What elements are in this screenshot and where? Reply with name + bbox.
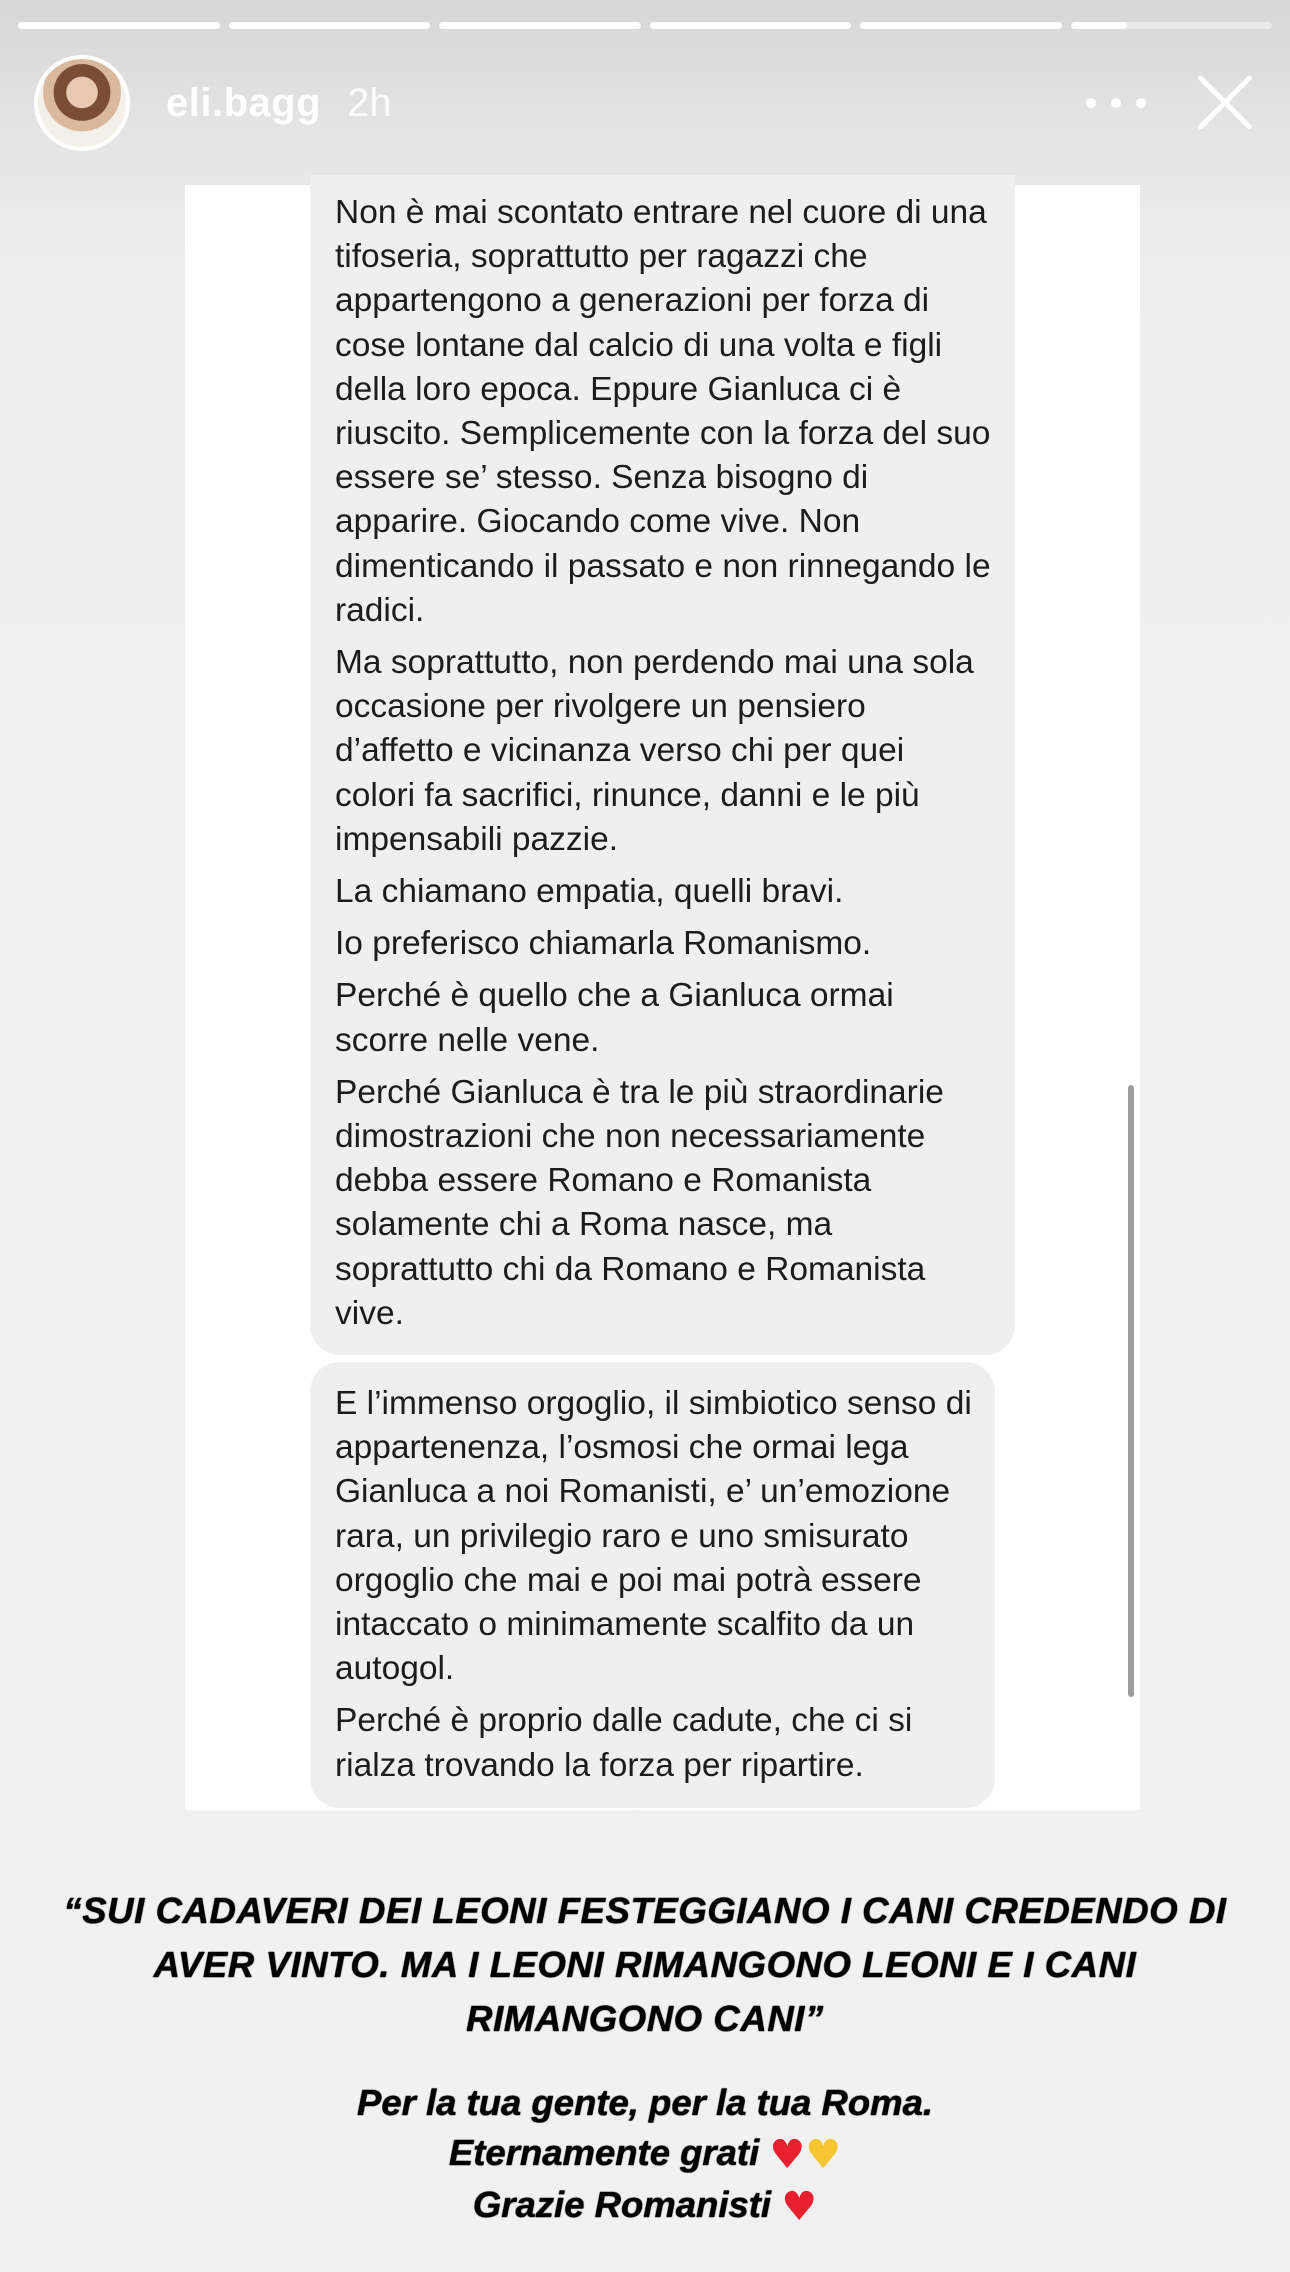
message-paragraph: Io preferisco chiamarla Romanismo. [335,925,872,963]
more-options-icon[interactable] [1086,83,1146,123]
progress-segment-1 [18,22,220,29]
story-header [34,55,1256,151]
progress-segment-2 [229,22,431,29]
message-paragraph: Non è mai scontato entrare nel cuore di una tifoseria, soprattutto per ragazzi che appartengono a generazioni per forza di cose lontane dal calcio di una volta e figli della loro epoca. Eppure Gianluca ci è riuscito. Semplicemente con la forza del suo essere se’ stesso. Senza bisogno di apparire. Giocando come vive. Non dimenticando il passato e non rinnegando le radici. [335,194,991,629]
message-paragraph: E l’immenso orgoglio, il simbiotico senso di appartenenza, l’osmosi che ormai lega Gianluca a noi Romanisti, e’ un’emozione rara, un privilegio raro e uno smisurato orgoglio che mai e poi mai potrà essere intaccato o minimamente scalfito da un autogol. [335,1385,972,1688]
progress-segment-3 [439,22,641,29]
red-heart-icon: ♥ [769,2132,806,2178]
progress-fill [439,22,641,29]
username[interactable]: eli.bagg [166,80,322,125]
message-bubble-2 [310,1362,995,1808]
post-time: 2h [347,80,392,125]
message-paragraph: Ma soprattutto, non perdendo mai una sola occasione per rivolgere un pensiero d’affetto e vicinanza verso chi per quei colori fa sacrifici, rinunce, danni e le più impensabili pazzie. [335,644,974,858]
caption-line-1: Per la tua gente, per la tua Roma. [356,2082,934,2123]
progress-fill [18,22,220,29]
progress-fill [229,22,431,29]
caption-quote: “SUI CADAVERI DEI LEONI FESTEGGIANO I CANI CREDENDO DI AVER VINTO. MA I LEONI RIMANGONO LEONI E I CANI RIMANGONO CANI” [63,1890,1227,2039]
caption-line-2-wrap [0,2128,1290,2180]
message-screenshot [185,185,1140,1810]
message-bubble-1 [310,175,1015,1355]
close-icon[interactable] [1194,72,1256,134]
progress-fill [1071,22,1127,29]
caption-line-2: Eternamente grati [448,2132,760,2173]
story-progress [18,22,1272,29]
caption-closing [0,2078,1290,2232]
message-paragraph: Perché è quello che a Gianluca ormai scorre nelle vene. [335,977,894,1059]
progress-fill [650,22,852,29]
message-paragraph: Perché è proprio dalle cadute, che ci si rialza trovando la forza per ripartire. [335,1702,913,1784]
yellow-heart-icon: ♥ [805,2132,842,2178]
red-heart-icon: ♥ [781,2184,818,2230]
progress-segment-5 [860,22,1062,29]
avatar[interactable] [34,55,130,151]
progress-segment-6 [1071,22,1273,29]
caption-line-3: Grazie Romanisti [472,2184,772,2225]
progress-fill [860,22,1062,29]
message-paragraph: La chiamano empatia, quelli bravi. [335,873,844,911]
progress-segment-4 [650,22,852,29]
caption-line-3-wrap [0,2180,1290,2232]
message-paragraph: Perché Gianluca è tra le più straordinarie dimostrazioni che non necessariamente debba essere Romano e Romanista solamente chi a Roma nasce, ma soprattutto chi da Romano e Romanista vive. [335,1073,944,1332]
scrollbar [1128,1085,1134,1697]
